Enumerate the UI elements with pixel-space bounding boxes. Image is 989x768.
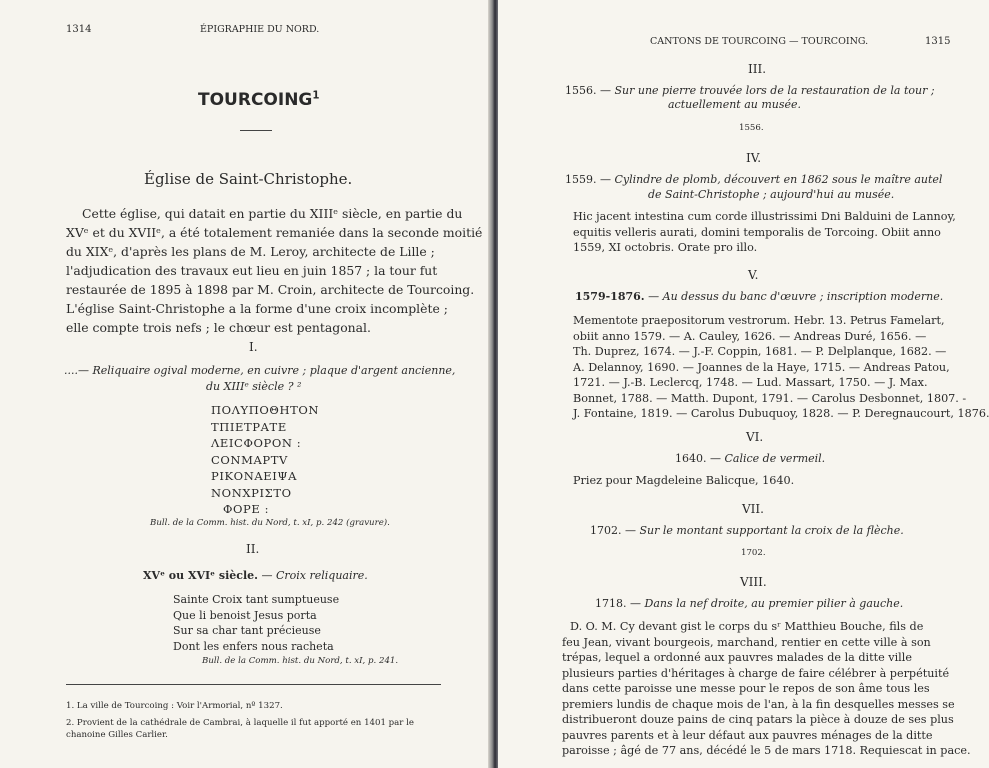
page-number: 1314 xyxy=(66,24,92,35)
inscription-text: 1702. xyxy=(741,548,766,558)
text-line: 1721. — J.-B. Leclercq, 1748. — Lud. Massart, 1750. — J. Max. xyxy=(573,376,928,389)
inscription-text xyxy=(573,313,989,422)
text-line: 1559, XI octobris. Orate pro illo. xyxy=(573,241,758,254)
title-divider xyxy=(240,130,272,131)
section-description: de Saint-Christophe ; aujourd'hui au musée. xyxy=(648,188,895,201)
section-numeral: VIII. xyxy=(740,575,767,589)
text-line: Mementote praepositorum vestrorum. Hebr. 13. Petrus Famelart, xyxy=(573,314,945,327)
section-heading: 1640. — Calice de vermeil. xyxy=(675,452,826,465)
text-line: D. O. M. Cy devant gist le corps du sʳ Matthieu Bouche, fils de xyxy=(570,620,924,633)
subtitle: Église de Saint-Christophe. xyxy=(144,170,353,188)
bibliographic-reference: Bull. de la Comm. hist. du Nord, t. xI, p. 242 (gravure). xyxy=(150,518,390,528)
inscription-line: ΤΠΙΕΤΡΑΤΕ xyxy=(211,419,287,434)
section-numeral: III. xyxy=(748,62,767,76)
text-line: distribueront douze pains de cinq patars la pièce à douze de ses plus xyxy=(562,713,954,726)
text-line: paroisse ; âgé de 77 ans, décédé le 5 de mars 1718. Requiescat in pace. xyxy=(562,744,971,757)
poem-line: Sainte Croix tant sumptueuse xyxy=(173,593,340,606)
poem-line: Sur sa char tant précieuse xyxy=(173,624,321,637)
section-numeral: I. xyxy=(249,340,258,354)
section-description: du XIIIᵉ siècle ? ² xyxy=(206,380,302,393)
section-heading: 1702. — Sur le montant supportant la croix de la flèche. xyxy=(590,524,904,537)
inscription-line: ΛΕΙCΦΟΡΟΝ : xyxy=(211,436,302,450)
intro-paragraph xyxy=(66,204,482,337)
text-line: premiers lundis de chaque mois de l'an, à la fin desquelles messes se xyxy=(562,697,955,711)
text-line: trépas, lequel a ordonné aux pauvres malades de la ditte ville xyxy=(562,651,912,664)
footnote: 2. Provient de la cathédrale de Cambrai, à laquelle il fut apporté en 1401 par le xyxy=(66,718,414,728)
text-line: J. Fontaine, 1819. — Carolus Dubuquoy, 1828. — P. Deregnaucourt, 1876. xyxy=(573,407,989,420)
section-numeral: II. xyxy=(246,542,260,556)
intro-line: Cette église, qui datait en partie du XIIIᵉ siècle, en partie du xyxy=(82,206,463,221)
footnote: 1. La ville de Tourcoing : Voir l'Armorial, nº 1327. xyxy=(66,701,283,711)
title-footnote-ref: 1 xyxy=(312,90,320,102)
poem-inscription xyxy=(173,592,339,654)
inscription-line: ΠΟΛΥΠΟΘΗΤΟΝ xyxy=(211,403,320,417)
text-line: dans cette paroisse une messe pour le repos de son âme tous les xyxy=(562,682,930,695)
text-line: feu Jean, vivant bourgeois, marchand, rentier en cette ville à son xyxy=(562,635,931,649)
inscription-text: 1556. xyxy=(739,123,764,133)
greek-inscription xyxy=(211,402,319,518)
inscription-text xyxy=(562,619,971,759)
section-heading: 1556. — Sur une pierre trouvée lors de la restauration de la tour ; xyxy=(565,84,935,97)
inscription-text: Priez pour Magdeleine Balicque, 1640. xyxy=(573,474,795,487)
section-numeral: V. xyxy=(748,268,759,282)
inscription-line: CONMAPTV xyxy=(211,452,288,467)
text-line: Th. Duprez, 1674. — J.-F. Coppin, 1681. — P. Delplanque, 1682. — xyxy=(573,345,947,358)
text-line: pauvres parents et à leur défaut aux pauvres ménages de la ditte xyxy=(562,728,933,742)
section-heading: 1559. — Cylindre de plomb, découvert en 1862 sous le maître autel xyxy=(565,173,943,186)
section-description: ....— Reliquaire ogival moderne, en cuivre ; plaque d'argent ancienne, xyxy=(64,364,456,377)
page-number: 1315 xyxy=(925,36,951,47)
intro-line: L'église Saint-Christophe a la forme d'une croix incomplète ; xyxy=(66,301,448,316)
right-page xyxy=(498,0,989,768)
intro-line: l'adjudication des travaux eut lieu en juin 1857 ; la tour fut xyxy=(66,263,438,278)
inscription-line: ΦΟΡΕ : xyxy=(223,502,270,516)
intro-line: du XIXᵉ, d'après les plans de M. Leroy, architecte de Lille ; xyxy=(66,244,435,259)
footnote: chanoine Gilles Carlier. xyxy=(66,730,168,740)
poem-line: Dont les enfers nous racheta xyxy=(173,639,334,653)
section-numeral: IV. xyxy=(746,151,762,165)
text-line: Bonnet, 1788. — Matth. Dupont, 1791. — Carolus Desbonnet, 1807. - xyxy=(573,391,967,405)
text-line: plusieurs parties d'héritages à charge de faire célébrer à perpétuité xyxy=(562,666,950,680)
section-numeral: VI. xyxy=(746,430,764,444)
left-page xyxy=(0,0,490,768)
section-numeral: VII. xyxy=(742,502,764,516)
text-line: equitis velleris aurati, domini temporalis de Torcoing. Obiit anno xyxy=(573,225,941,239)
running-header: ÉPIGRAPHIE DU NORD. xyxy=(200,24,320,35)
inscription-line: ΝΟΝΧΡΙΣΤΟ xyxy=(211,485,292,500)
running-header: CANTONS DE TOURCOING — TOURCOING. xyxy=(650,36,869,47)
intro-line: XVᵉ et du XVIIᵉ, a été totalement remaniée dans la seconde moitié xyxy=(66,225,483,240)
inscription-line: ΡΙΚΟΝΑΕΙΨΑ xyxy=(211,469,297,483)
text-line: A. Delannoy, 1690. — Joannes de la Haye, 1715. — Andreas Patou, xyxy=(573,360,950,374)
poem-line: Que li benoist Jesus porta xyxy=(173,608,317,622)
intro-line: elle compte trois nefs ; le chœur est pentagonal. xyxy=(66,320,371,335)
section-heading: XVᵉ ou XVIᵉ siècle. — Croix reliquaire. xyxy=(143,569,368,582)
section-heading: 1718. — Dans la nef droite, au premier pilier à gauche. xyxy=(595,597,904,610)
intro-line: restaurée de 1895 à 1898 par M. Croin, architecte de Tourcoing. xyxy=(66,282,475,297)
text-line: Hic jacent intestina cum corde illustrissimi Dni Balduini de Lannoy, xyxy=(573,210,956,223)
text-line: obiit anno 1579. — A. Cauley, 1626. — Andreas Duré, 1656. — xyxy=(573,329,927,343)
bibliographic-reference: Bull. de la Comm. hist. du Nord, t. xI, p. 241. xyxy=(202,656,399,666)
section-heading: 1579-1876. — Au dessus du banc d'œuvre ; inscription moderne. xyxy=(575,290,944,303)
section-description: actuellement au musée. xyxy=(668,98,802,111)
inscription-text xyxy=(573,209,956,256)
page-title: TOURCOING$^1$ xyxy=(198,90,320,110)
footnote-divider xyxy=(66,684,441,685)
